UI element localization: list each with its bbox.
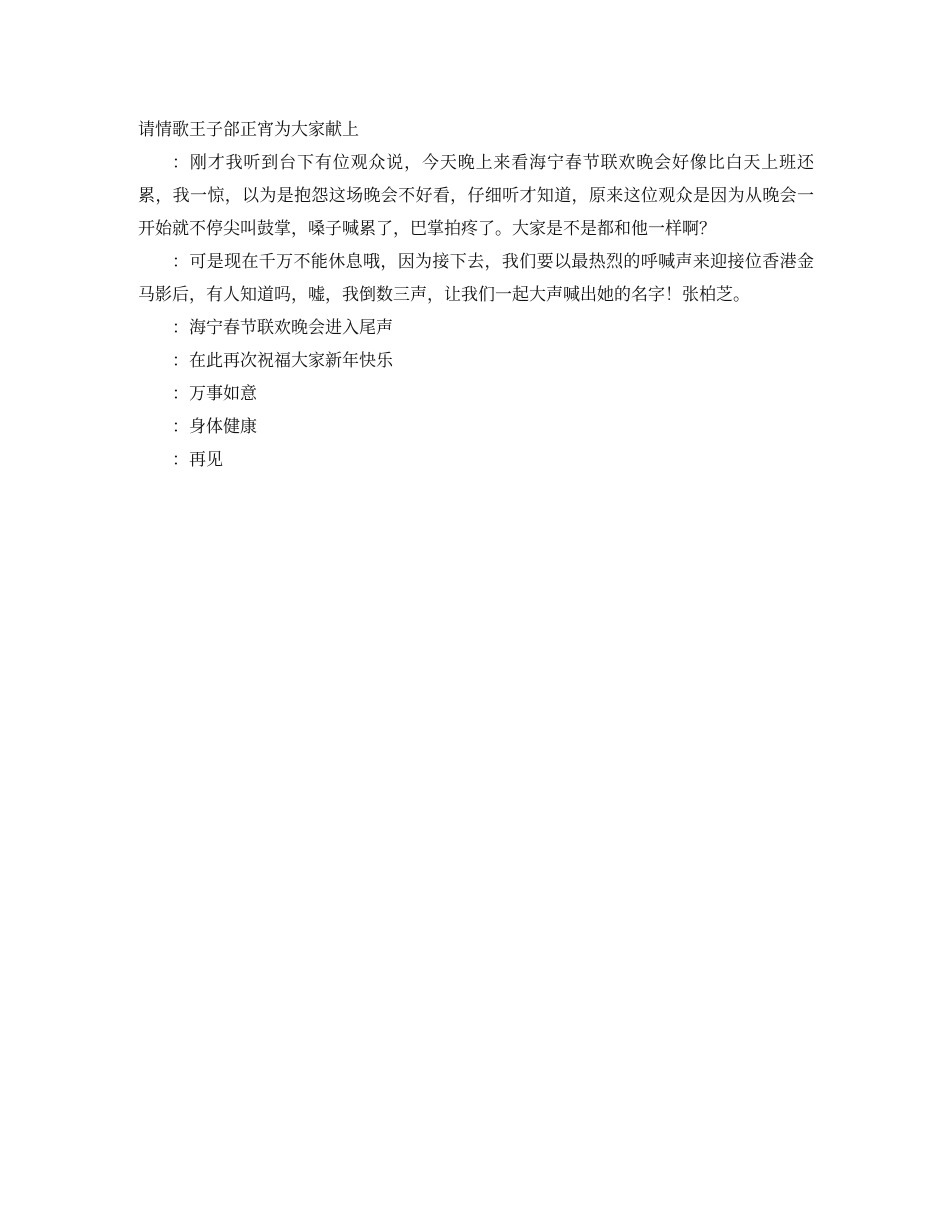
paragraph-welcome-guest: ：可是现在千万不能休息哦，因为接下去，我们要以最热烈的呼喊声来迎接位香港金马影后，有人知道吗，嘘，我倒数三声，让我们一起大声喊出她的名字！张柏芝。 [138,252,814,305]
paragraph-audience-tired: ：刚才我听到台下有位观众说，今天晚上来看海宁春节联欢晚会好像比白天上班还累，我一惊，以为是抱怨这场晚会不好看，仔细听才知道，原来这位观众是因为从晚会一开始就不停尖叫鼓掌，嗓子喊累了，巴掌拍疼了。大家是不是都和他一样啊？ [138,153,814,239]
intro-line: 请情歌王子郃正宵为大家献上 [138,120,359,140]
line-good-health: ：身体健康 [172,417,257,437]
line-new-year-wishes: ：在此再次祝福大家新年快乐 [172,351,393,371]
line-ending: ：海宁春节联欢晚会进入尾声 [172,318,393,338]
document-body [138,114,814,477]
line-goodbye: ：再见 [172,450,223,470]
line-all-the-best: ：万事如意 [172,384,257,404]
